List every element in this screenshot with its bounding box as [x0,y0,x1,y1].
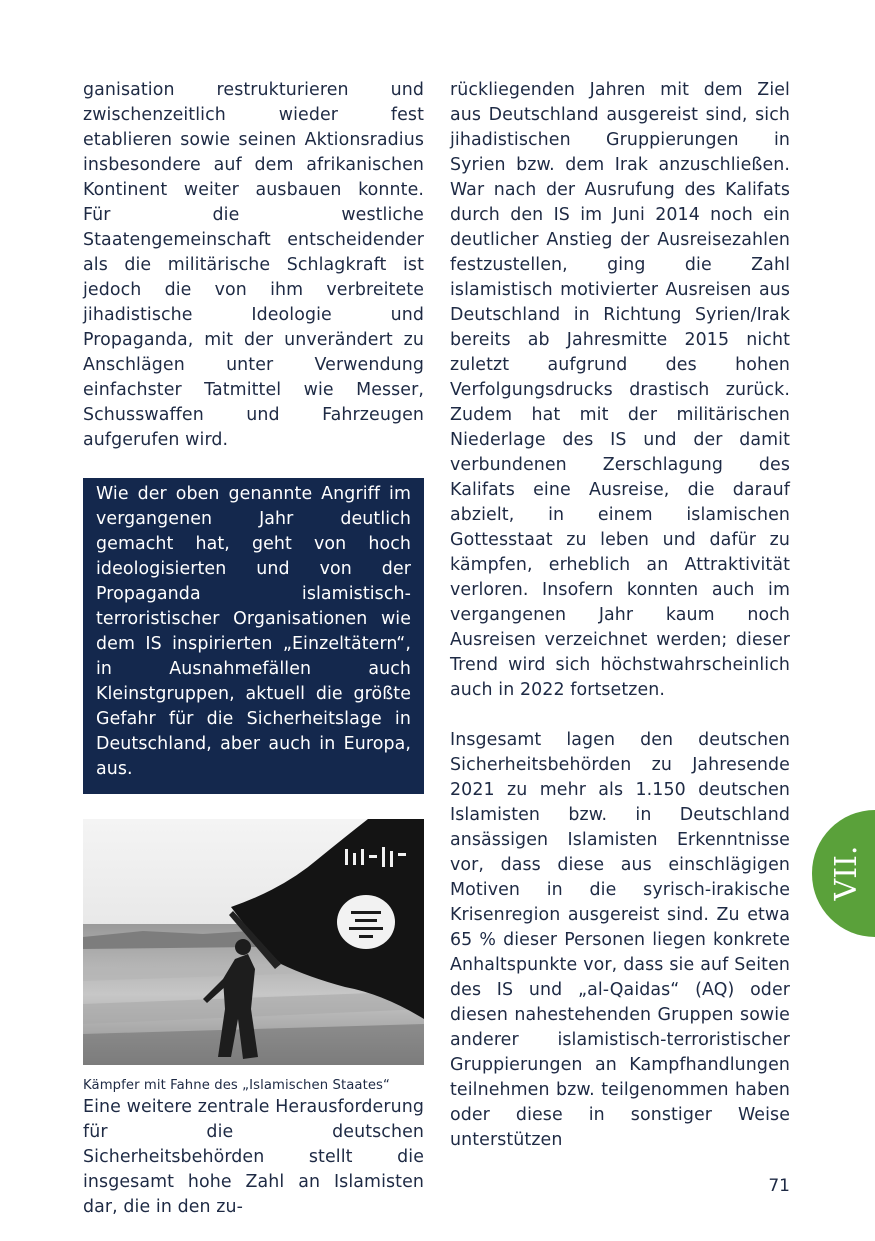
page-number: 71 [768,1176,790,1196]
body-paragraph: Insgesamt lagen den deutschen Sicherheitsbehörden zu Jahresende 2021 zu mehr als 1.150 deutschen Islamisten bzw. in Deutschland ansässigen Islamisten Erkenntnisse vor, dass diese aus einschlägigen Motiven in die syrisch-irakische Krisenregion ausgereist sind. Zu etwa 65 % dieser Personen liegen konkrete Anhaltspunkte vor, dass sie auf Seiten des IS und „al-Qaidas“ (AQ) oder diesen nahestehenden Gruppen sowie anderer islamistisch-terroristischer Gruppierungen an Kampfhandlungen teilnehmen bzw. teilgenommen haben oder diese in sonstiger Weise unterstützen [450,730,790,1150]
body-paragraph: Eine weitere zentrale Herausforderung für die deutschen Sicherheitsbehörden stellt die insgesamt hohe Zahl an Islamisten dar, die in den zu- [83,1097,424,1217]
right-column [450,78,790,1153]
paragraph-gap [450,703,790,728]
chapter-tab-label: VII. [828,845,864,901]
body-paragraph: ganisation restrukturieren und zwischenzeitlich wieder fest etablieren sowie seinen Aktionsradius insbesondere auf dem afrikanischen Kontinent weiter ausbauen konnte. Für die westliche Staatengemeinschaft entscheidender als die militärische Schlagkraft ist jedoch die von ihm verbreitete jihadistische Ideologie und Propaganda, mit der unverändert zu Anschlägen unter Verwendung einfachster Tatmittel wie Messer, Schusswaffen und Fahrzeugen aufgerufen wird. [83,80,424,450]
info-box: Wie der oben genannte Angriff im vergangenen Jahr deutlich gemacht hat, geht von hoch ideologisierten und von der Propaganda islamistisch-terroristischer Organisationen wie dem IS inspirierten „Einzeltätern“, in Ausnahmefällen auch Kleinstgruppen, aktuell die größte Gefahr für die Sicherheitslage in Deutschland, aber auch in Europa, aus. [83,478,424,794]
chapter-tab [812,810,875,937]
body-paragraph: rückliegenden Jahren mit dem Ziel aus Deutschland ausgereist sind, sich jihadistischen Gruppierungen in Syrien bzw. dem Irak anzuschließen. War nach der Ausrufung des Kalifats durch den IS im Juni 2014 noch ein deutlicher Anstieg der Ausreisezahlen festzustellen, ging die Zahl islamistisch motivierter Ausreisen aus Deutschland in Richtung Syrien/Irak bereits ab Jahresmitte 2015 nicht zuletzt aufgrund des hohen Verfolgungsdrucks drastisch zurück. Zudem hat mit der militärischen Niederlage des IS und der damit verbundenen Zerschlagung des Kalifats eine Ausreise, die darauf abzielt, in einem islamischen Gottesstaat zu leben und dafür zu kämpfen, erheblich an Attraktivität verloren. Insofern konnten auch im vergangenen Jahr kaum noch Ausreisen verzeichnet werden; dieser Trend wird sich höchstwahrscheinlich auch in 2022 fortsetzen. [450,80,790,700]
image-caption: Kämpfer mit Fahne des „Islamischen Staates“ [83,1078,390,1093]
left-column [83,78,424,1220]
fighter-flag-photo [83,819,424,1065]
